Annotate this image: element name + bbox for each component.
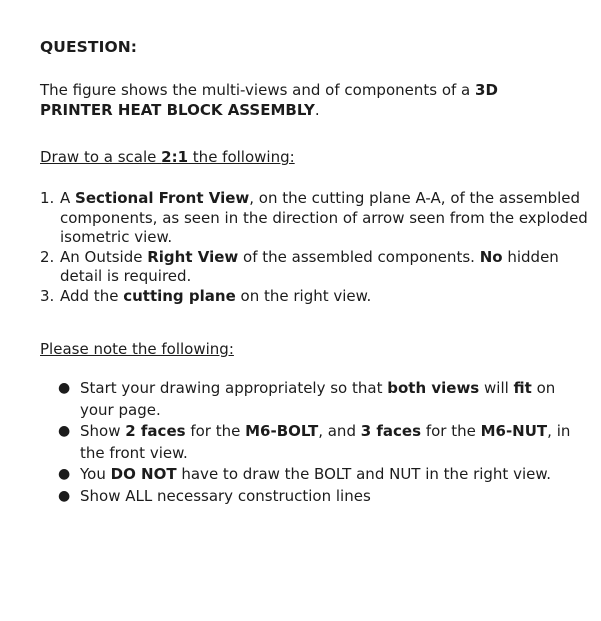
list-item	[58, 464, 588, 486]
intro-paragraph	[40, 80, 570, 120]
numbered-list	[40, 189, 588, 306]
list-item	[40, 189, 588, 248]
bullet-icon: ●	[58, 466, 71, 482]
item-text: Show 2 faces for the M6-BOLT, and 3 faces for the M6-NUT, in the front view.	[80, 422, 571, 462]
bullet-icon: ●	[58, 423, 71, 439]
list-item	[58, 486, 588, 508]
item-text: Start your drawing appropriately so that both views will fit on your page.	[80, 379, 556, 419]
item-text: Add the cutting plane on the right view.	[60, 286, 372, 305]
item-number: 2.	[40, 247, 55, 266]
item-text: Show ALL necessary construction lines	[80, 486, 371, 505]
item-text: You DO NOT have to draw the BOLT and NUT in the right view.	[80, 465, 552, 483]
draw-heading-text-2: the following:	[188, 148, 295, 166]
item-number: 3.	[40, 286, 55, 305]
bullet-icon: ●	[58, 380, 71, 396]
notes-heading: Please note the following:	[40, 340, 234, 358]
list-item	[40, 287, 588, 307]
intro-text-2: .	[314, 101, 320, 119]
item-text: A Sectional Front View, on the cutting plane A-A, of the assembled components, as seen in the direction of arrow seen from the exploded isometric view.	[60, 189, 588, 246]
item-number: 1.	[40, 189, 55, 207]
question-heading: QUESTION:	[40, 38, 138, 56]
intro-text-1: The figure shows the multi-views and of components of a	[40, 81, 476, 99]
draw-instructions-heading	[40, 148, 295, 166]
list-item	[58, 378, 588, 421]
bullet-icon: ●	[58, 487, 71, 504]
assembly-name: 3D PRINTER HEAT BLOCK ASSEMBLY	[40, 81, 498, 119]
draw-heading-text-1: Draw to a scale	[40, 148, 162, 166]
list-item	[40, 248, 588, 287]
list-item	[58, 421, 588, 464]
bullet-list	[58, 378, 588, 507]
item-text: An Outside Right View of the assembled components. No hidden detail is required.	[60, 247, 559, 285]
scale-value: 2:1	[161, 148, 189, 166]
